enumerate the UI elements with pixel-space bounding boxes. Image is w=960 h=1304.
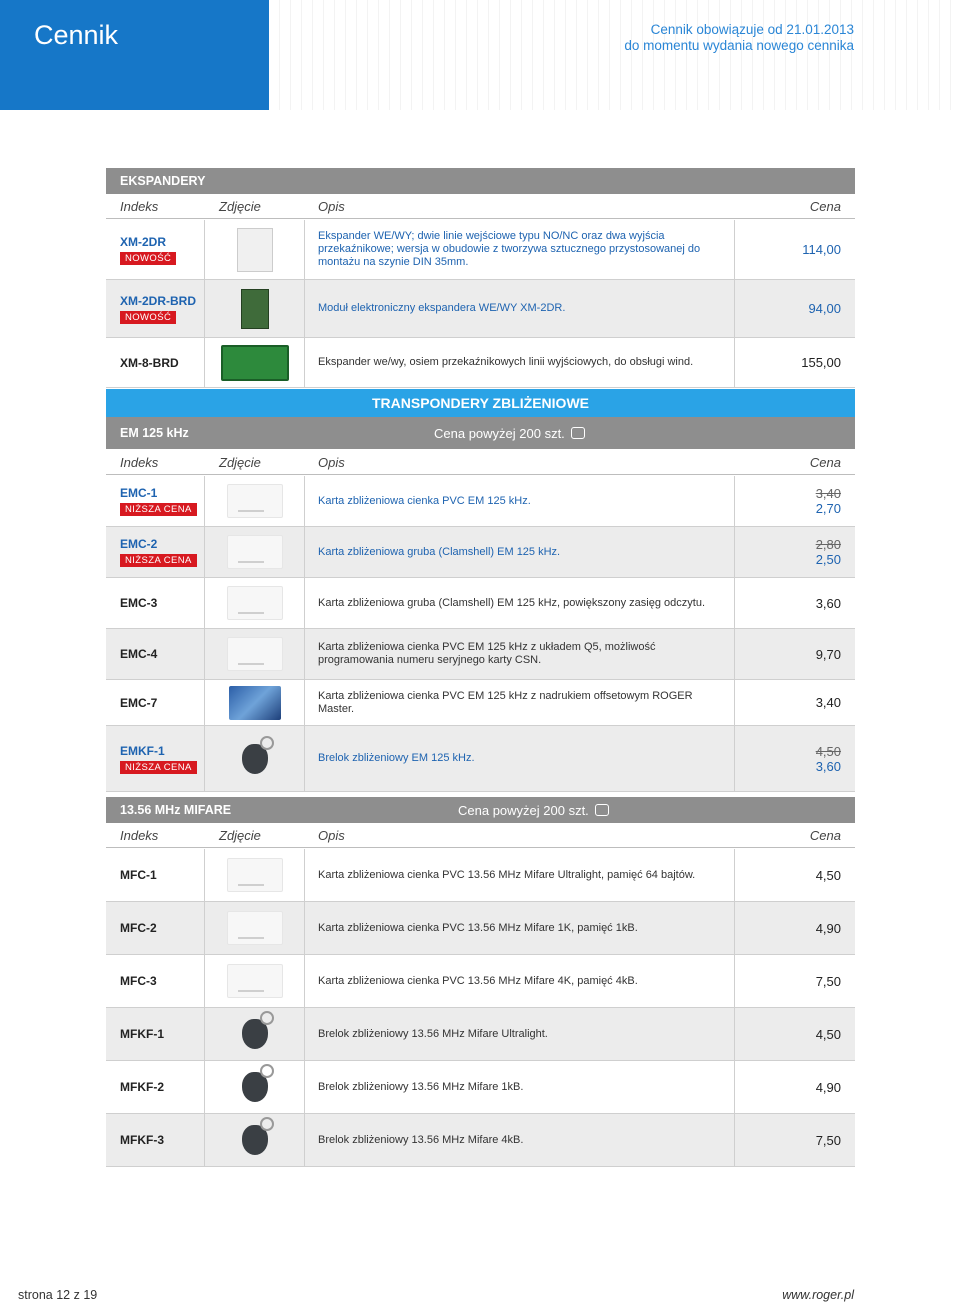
page-title: Cennik xyxy=(34,20,119,50)
row-price: 4,90 xyxy=(815,1079,841,1095)
validity-note xyxy=(624,22,854,54)
product-photo xyxy=(227,964,283,998)
website-link[interactable]: www.roger.pl xyxy=(782,1288,854,1302)
row-desc: Brelok zbliżeniowy 13.56 MHz Mifare 1kB. xyxy=(305,1061,735,1113)
product-photo xyxy=(241,289,269,329)
row-price: 7,50 xyxy=(815,973,841,989)
product-photo xyxy=(221,345,289,381)
row-index: MFKF-3 xyxy=(120,1133,164,1147)
col-price: Cena xyxy=(809,199,841,214)
row-index: EMC-7 xyxy=(120,695,158,710)
section-em-title: EM 125 kHz xyxy=(120,426,189,440)
row-index: XM-8-BRD xyxy=(120,355,179,370)
row-price: 2,50 xyxy=(815,552,841,567)
new-badge: NOWOŚĆ xyxy=(120,252,176,265)
row-desc: Ekspander WE/WY; dwie linie wejściowe typu NO/NC oraz dwa wyjścia przekaźnikowe; wersja w obudowie z tworzywa sztucznego przystosowanej do montażu na szynie DIN 35mm. xyxy=(305,220,735,279)
table-row xyxy=(106,902,855,955)
column-header-expanders xyxy=(106,194,855,219)
row-index: EMC-1 xyxy=(120,486,158,500)
new-badge: NOWOŚĆ xyxy=(120,311,176,324)
table-row xyxy=(106,1114,855,1167)
row-price: 4,50 xyxy=(815,1026,841,1042)
row-desc: Karta zbliżeniowa cienka PVC EM 125 kHz. xyxy=(305,476,735,526)
validity-line-1: Cennik obowiązuje od 21.01.2013 xyxy=(650,22,854,37)
old-price: 2,80 xyxy=(815,537,841,552)
row-price: 3,60 xyxy=(815,758,841,774)
product-photo xyxy=(227,586,283,620)
col-photo: Zdjęcie xyxy=(219,828,261,843)
validity-line-2: do momentu wydania nowego cennika xyxy=(624,38,854,53)
row-desc: Brelok zbliżeniowy 13.56 MHz Mifare Ultralight. xyxy=(305,1008,735,1060)
header-box xyxy=(0,0,269,110)
section-mifare xyxy=(106,797,855,823)
row-desc: Moduł elektroniczny ekspandera WE/WY XM-2DR. xyxy=(305,280,735,337)
lower-price-badge: NIŻSZA CENA xyxy=(120,761,197,774)
product-photo xyxy=(227,911,283,945)
row-price: 4,90 xyxy=(815,920,841,936)
section-em xyxy=(106,417,855,449)
row-price: 3,60 xyxy=(815,595,841,611)
table-row xyxy=(106,955,855,1008)
row-price: 94,00 xyxy=(808,301,841,316)
row-price: 155,00 xyxy=(801,355,841,370)
col-photo: Zdjęcie xyxy=(219,455,261,470)
old-price: 4,50 xyxy=(815,743,841,759)
col-index: Indeks xyxy=(120,828,159,843)
col-desc: Opis xyxy=(318,199,345,214)
row-index: EMC-2 xyxy=(120,537,158,551)
column-header-em xyxy=(106,450,855,475)
row-index: MFC-1 xyxy=(120,868,157,882)
table-row xyxy=(106,476,855,527)
lower-price-badge: NIŻSZA CENA xyxy=(120,503,197,516)
row-price: 9,70 xyxy=(815,646,841,662)
col-index: Indeks xyxy=(120,199,159,214)
table-row xyxy=(106,220,855,280)
page-number: strona 12 z 19 xyxy=(18,1288,98,1302)
row-price: 2,70 xyxy=(815,501,841,516)
row-index: EMKF-1 xyxy=(120,743,165,758)
row-desc: Karta zbliżeniowa cienka PVC EM 125 kHz z układem Q5, możliwość programowania numeru seryjnego karty CSN. xyxy=(305,629,735,679)
table-row xyxy=(106,1008,855,1061)
row-index: MFC-3 xyxy=(120,974,157,988)
row-desc: Karta zbliżeniowa cienka PVC 13.56 MHz Mifare 4K, pamięć 4kB. xyxy=(305,955,735,1007)
header-stripe xyxy=(269,0,960,110)
col-desc: Opis xyxy=(318,455,345,470)
row-price: 114,00 xyxy=(802,242,841,257)
lower-price-badge: NIŻSZA CENA xyxy=(120,554,197,567)
table-row xyxy=(106,578,855,629)
product-photo xyxy=(242,744,268,774)
table-row xyxy=(106,680,855,726)
row-index: MFKF-2 xyxy=(120,1080,164,1094)
row-price: 4,50 xyxy=(815,867,841,883)
col-desc: Opis xyxy=(318,828,345,843)
table-row xyxy=(106,527,855,578)
row-desc: Karta zbliżeniowa cienka PVC EM 125 kHz z nadrukiem offsetowym ROGER Master. xyxy=(305,680,735,725)
price-note: Cena powyżej 200 szt. xyxy=(458,803,589,818)
table-row xyxy=(106,338,855,388)
row-desc: Karta zbliżeniowa gruba (Clamshell) EM 125 kHz, powiększony zasięg odczytu. xyxy=(305,578,735,628)
product-photo xyxy=(237,228,273,272)
table-row xyxy=(106,726,855,792)
row-index: EMC-4 xyxy=(120,647,158,661)
product-photo xyxy=(242,1072,268,1102)
section-mifare-note xyxy=(458,803,609,818)
product-photo xyxy=(227,484,283,518)
product-photo xyxy=(227,858,283,892)
product-photo xyxy=(227,535,283,569)
row-desc: Karta zbliżeniowa cienka PVC 13.56 MHz Mifare 1K, pamięć 1kB. xyxy=(305,902,735,954)
price-note: Cena powyżej 200 szt. xyxy=(434,426,565,441)
section-em-note xyxy=(434,426,585,441)
transponders-banner: TRANSPONDERY ZBLIŻENIOWE xyxy=(106,389,855,417)
table-row xyxy=(106,629,855,680)
col-photo: Zdjęcie xyxy=(219,199,261,214)
column-header-mifare xyxy=(106,823,855,848)
old-price: 3,40 xyxy=(815,486,841,501)
col-index: Indeks xyxy=(120,455,159,470)
row-index: EMC-3 xyxy=(120,596,158,610)
product-photo xyxy=(242,1125,268,1155)
row-desc: Karta zbliżeniowa cienka PVC 13.56 MHz Mifare Ultralight, pamięć 64 bajtów. xyxy=(305,849,735,901)
row-index: XM-2DR-BRD xyxy=(120,293,196,308)
product-photo xyxy=(229,686,281,720)
table-row xyxy=(106,849,855,902)
section-expanders: EKSPANDERY xyxy=(106,168,855,194)
product-photo xyxy=(242,1019,268,1049)
row-price: 7,50 xyxy=(815,1132,841,1148)
phone-icon xyxy=(595,804,609,816)
product-photo xyxy=(227,637,283,671)
table-row xyxy=(106,280,855,338)
row-desc: Brelok zbliżeniowy EM 125 kHz. xyxy=(305,726,735,791)
phone-icon xyxy=(571,427,585,439)
row-desc: Brelok zbliżeniowy 13.56 MHz Mifare 4kB. xyxy=(305,1114,735,1166)
col-price: Cena xyxy=(809,828,841,843)
table-row xyxy=(106,1061,855,1114)
row-desc: Ekspander we/wy, osiem przekaźnikowych linii wyjściowych, do obsługi wind. xyxy=(305,338,735,387)
col-price: Cena xyxy=(809,455,841,470)
row-index: MFKF-1 xyxy=(120,1027,164,1041)
row-price: 3,40 xyxy=(815,695,841,710)
section-mifare-title: 13.56 MHz MIFARE xyxy=(120,803,232,817)
row-desc: Karta zbliżeniowa gruba (Clamshell) EM 125 kHz. xyxy=(305,527,735,577)
row-index: MFC-2 xyxy=(120,921,157,935)
row-index: XM-2DR xyxy=(120,234,167,249)
